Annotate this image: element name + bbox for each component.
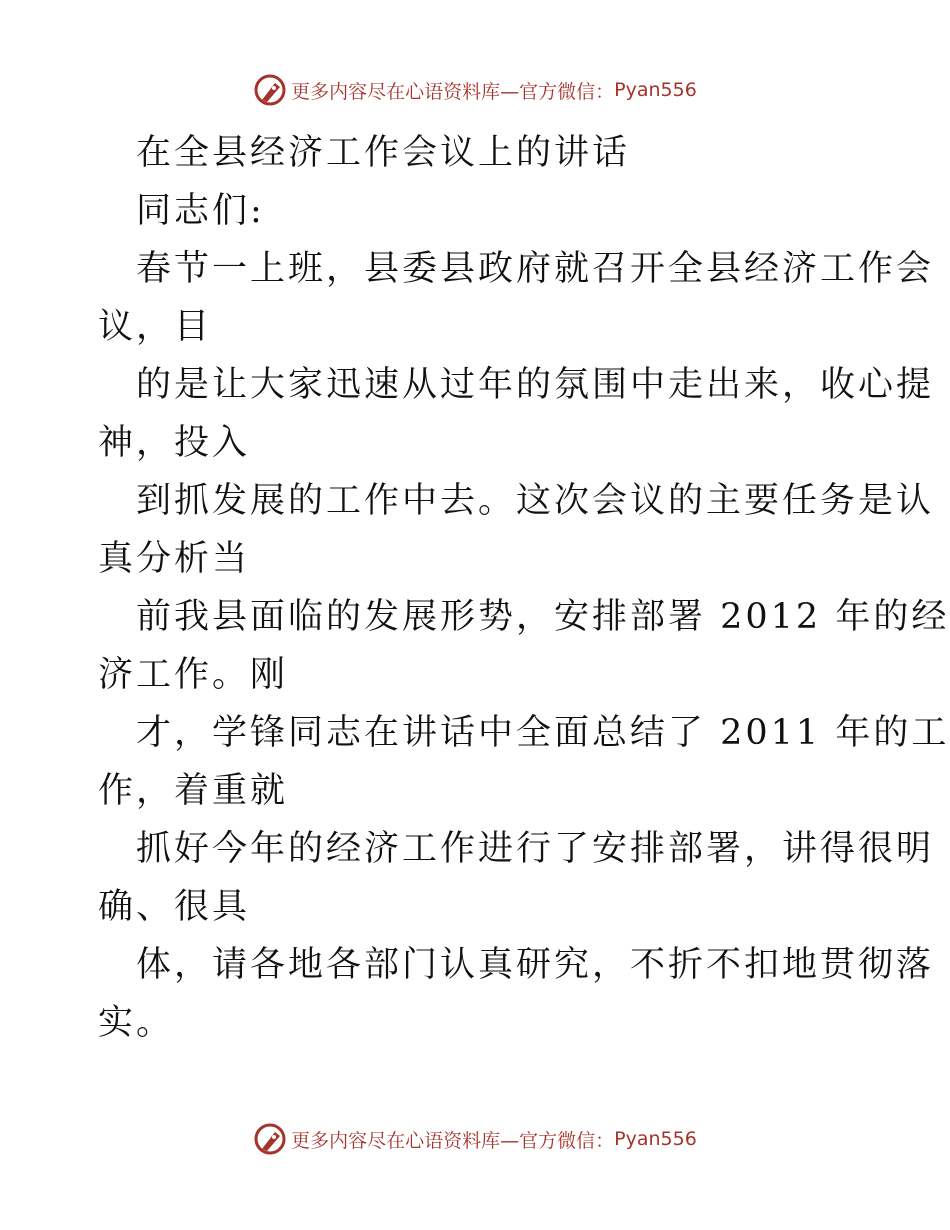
footer-watermark-banner (0, 1119, 950, 1159)
paragraph-line: 真分析当 (98, 539, 251, 579)
pen-nib-logo-icon (253, 1122, 287, 1156)
paragraph-line: 神，投入 (98, 423, 251, 463)
paragraph-line: 春节一上班，县委县政府就召开全县经济工作会 (136, 249, 935, 289)
document-body (98, 124, 950, 1052)
paragraph-line: 议，目 (98, 307, 213, 347)
pen-nib-logo-icon (253, 73, 287, 107)
header-banner-text: 更多内容尽在心语资料库—官方微信： (291, 80, 615, 103)
paragraph-line: 实。 (98, 1003, 175, 1043)
paragraph-line: 前我县面临的发展形势，安排部署 2012 年的经 (136, 597, 950, 637)
paragraph-line: 到抓发展的工作中去。这次会议的主要任务是认 (136, 481, 935, 521)
paragraph-line: 抓好今年的经济工作进行了安排部署，讲得很明 (136, 829, 935, 869)
paragraph-line: 的是让大家迅速从过年的氛围中走出来，收心提 (136, 365, 935, 405)
paragraph-line: 济工作。刚 (98, 655, 289, 695)
document-title: 在全县经济工作会议上的讲话 (136, 133, 631, 173)
paragraph-line: 体，请各地各部门认真研究，不折不扣地贯彻落 (136, 945, 935, 985)
salutation: 同志们: (136, 191, 265, 231)
header-watermark-banner (0, 70, 950, 110)
paragraph-line: 确、很具 (98, 887, 251, 927)
header-wechat-id: Pyan556 (614, 79, 697, 101)
footer-wechat-id: Pyan556 (614, 1128, 697, 1150)
paragraph-line: 才，学锋同志在讲话中全面总结了 2011 年的工 (136, 713, 950, 753)
footer-banner-text: 更多内容尽在心语资料库—官方微信： (291, 1129, 615, 1152)
paragraph-line: 作，着重就 (98, 771, 289, 811)
